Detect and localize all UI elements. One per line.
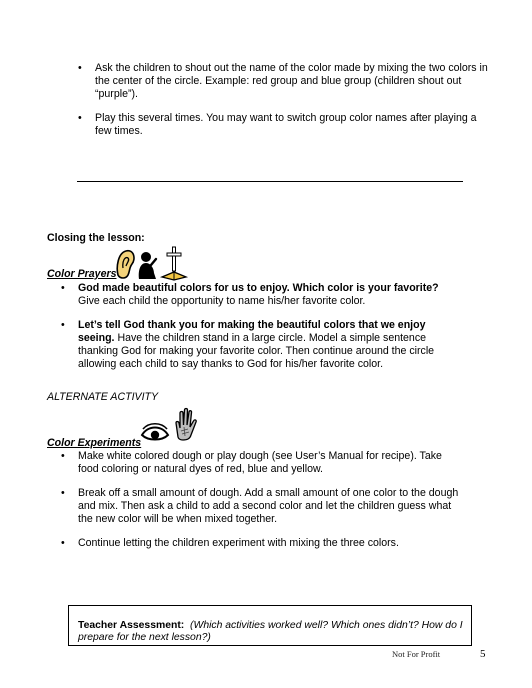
list-item xyxy=(61,487,461,526)
hand-icon xyxy=(176,409,196,441)
bullet-text: Ask the children to shout out the name of the color made by mixing the two colors in the center of the circle. Example: red group and blue group (children shout out “purple”). xyxy=(95,62,488,100)
list-item xyxy=(61,282,461,308)
bullet-text: Have the children stand in a large circle. Model a simple sentence thanking God for making your favorite color. Then continue around the circle allowing each child to say thanks to God for his/her favorite color. xyxy=(78,332,435,370)
assessment-label: Teacher Assessment: xyxy=(78,620,185,631)
prayer-icons-svg xyxy=(114,245,194,281)
alternate-activity-label: ALTERNATE ACTIVITY xyxy=(47,391,159,403)
list-item xyxy=(61,450,461,476)
activity-instructions-list xyxy=(78,62,488,149)
list-item xyxy=(61,319,461,371)
experiment-icons-svg xyxy=(140,407,202,441)
assessment-question: (Which activities worked well? Which ones didn’t? How do I prepare for the next lesson?) xyxy=(78,620,463,643)
list-item xyxy=(78,112,488,138)
list-item xyxy=(61,537,461,550)
bullet-text: Play this several times. You may want to switch group color names after playing a few times. xyxy=(95,112,477,137)
bullet-bold-text: God made beautiful colors for us to enjoy. Which color is your favorite? xyxy=(78,282,439,294)
eye-icon xyxy=(142,424,168,440)
section-divider xyxy=(77,181,463,182)
color-prayers-heading: Color Prayers xyxy=(47,268,117,280)
bullet-text: Continue letting the children experiment with mixing the three colors. xyxy=(78,537,399,549)
closing-heading: Closing the lesson: xyxy=(47,232,145,244)
list-item xyxy=(78,62,488,101)
teacher-assessment-box xyxy=(68,605,472,646)
praying-child-icon xyxy=(139,252,156,279)
footer-text: Not For Profit xyxy=(392,649,441,659)
prayer-icons xyxy=(114,245,194,285)
ear-icon xyxy=(117,251,134,278)
color-prayers-list xyxy=(61,282,461,382)
bullet-text: Make white colored dough or play dough (see User’s Manual for recipe). Take food coloring or natural dyes of red, blue and yellow. xyxy=(78,450,442,475)
color-experiments-heading: Color Experiments xyxy=(47,437,142,449)
cross-bible-icon xyxy=(162,247,186,280)
color-experiments-list xyxy=(61,450,461,561)
experiment-icons xyxy=(140,407,202,445)
page-number: 5 xyxy=(480,648,486,660)
bullet-text: Break off a small amount of dough. Add a small amount of one color to the dough and mix. Then ask a child to add a second color and let the children guess what the new color will be when mixed together. xyxy=(78,487,459,525)
bullet-text: Give each child the opportunity to name his/her favorite color. xyxy=(78,295,366,307)
bullet-bold-text: Let’s tell God thank you for making the beautiful colors that we enjoy seeing. xyxy=(78,319,426,344)
